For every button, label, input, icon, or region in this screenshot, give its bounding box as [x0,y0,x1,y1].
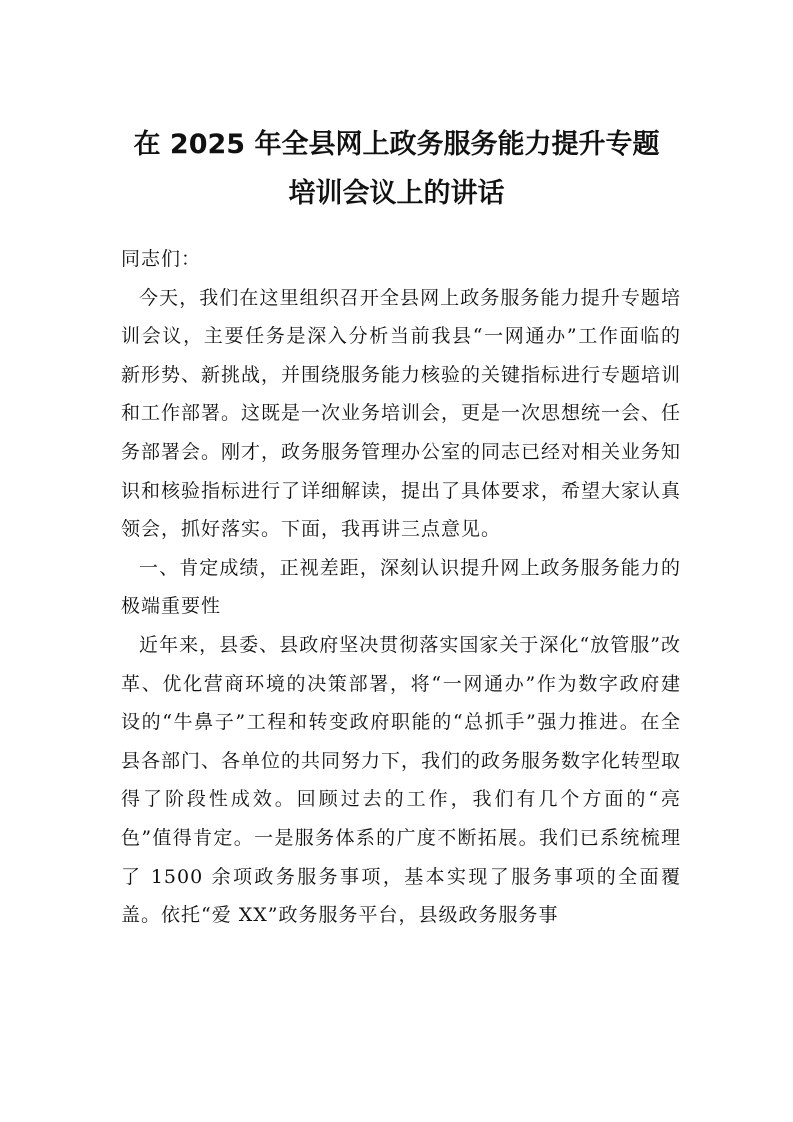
salutation: 同志们： [121,248,202,270]
paragraph-intro: 今天，我们在这里组织召开全县网上政务服务能力提升专题培训会议，主要任务是深入分析当前我县“一网通办”工作面临的新形势、新挑战，并围绕服务能力核验的关键指标进行专题培训和工作部署。这既是一次业务培训会，更是一次思想统一会、任务部署会。刚才，政务服务管理办公室的同志已经对相关业务知识和核验指标进行了详细解读，提出了具体要求，希望大家认真领会，抓好落实。下面，我再讲三点意见。 [121,286,682,541]
paragraph-achievements: 近年来，县委、县政府坚决贯彻落实国家关于深化“放管服”改革、优化营商环境的决策部署，将“一网通办”作为数字政府建设的“牛鼻子”工程和转变政府职能的“总抓手”强力推进。在全县各部门、各单位的共同努力下，我们的政务服务数字化转型取得了阶段性成效。回顾过去的工作，我们有几个方面的“亮色”值得肯定。一是服务体系的广度不断拓展。我们已系统梳理了 1500 余项政务服务事项，基本实现了服务事项的全面覆盖。依托“爱 XX”政务服务平台，县级政务服务事 [121,633,682,927]
document-title-line-1: 在 2025 年全县网上政务服务能力提升专题 [133,129,660,160]
document-title-line-2: 培训会议上的讲话 [288,178,505,209]
section-heading-1: 一、肯定成绩，正视差距，深刻认识提升网上政务服务能力的极端重要性 [121,556,681,618]
document-body [121,240,681,935]
